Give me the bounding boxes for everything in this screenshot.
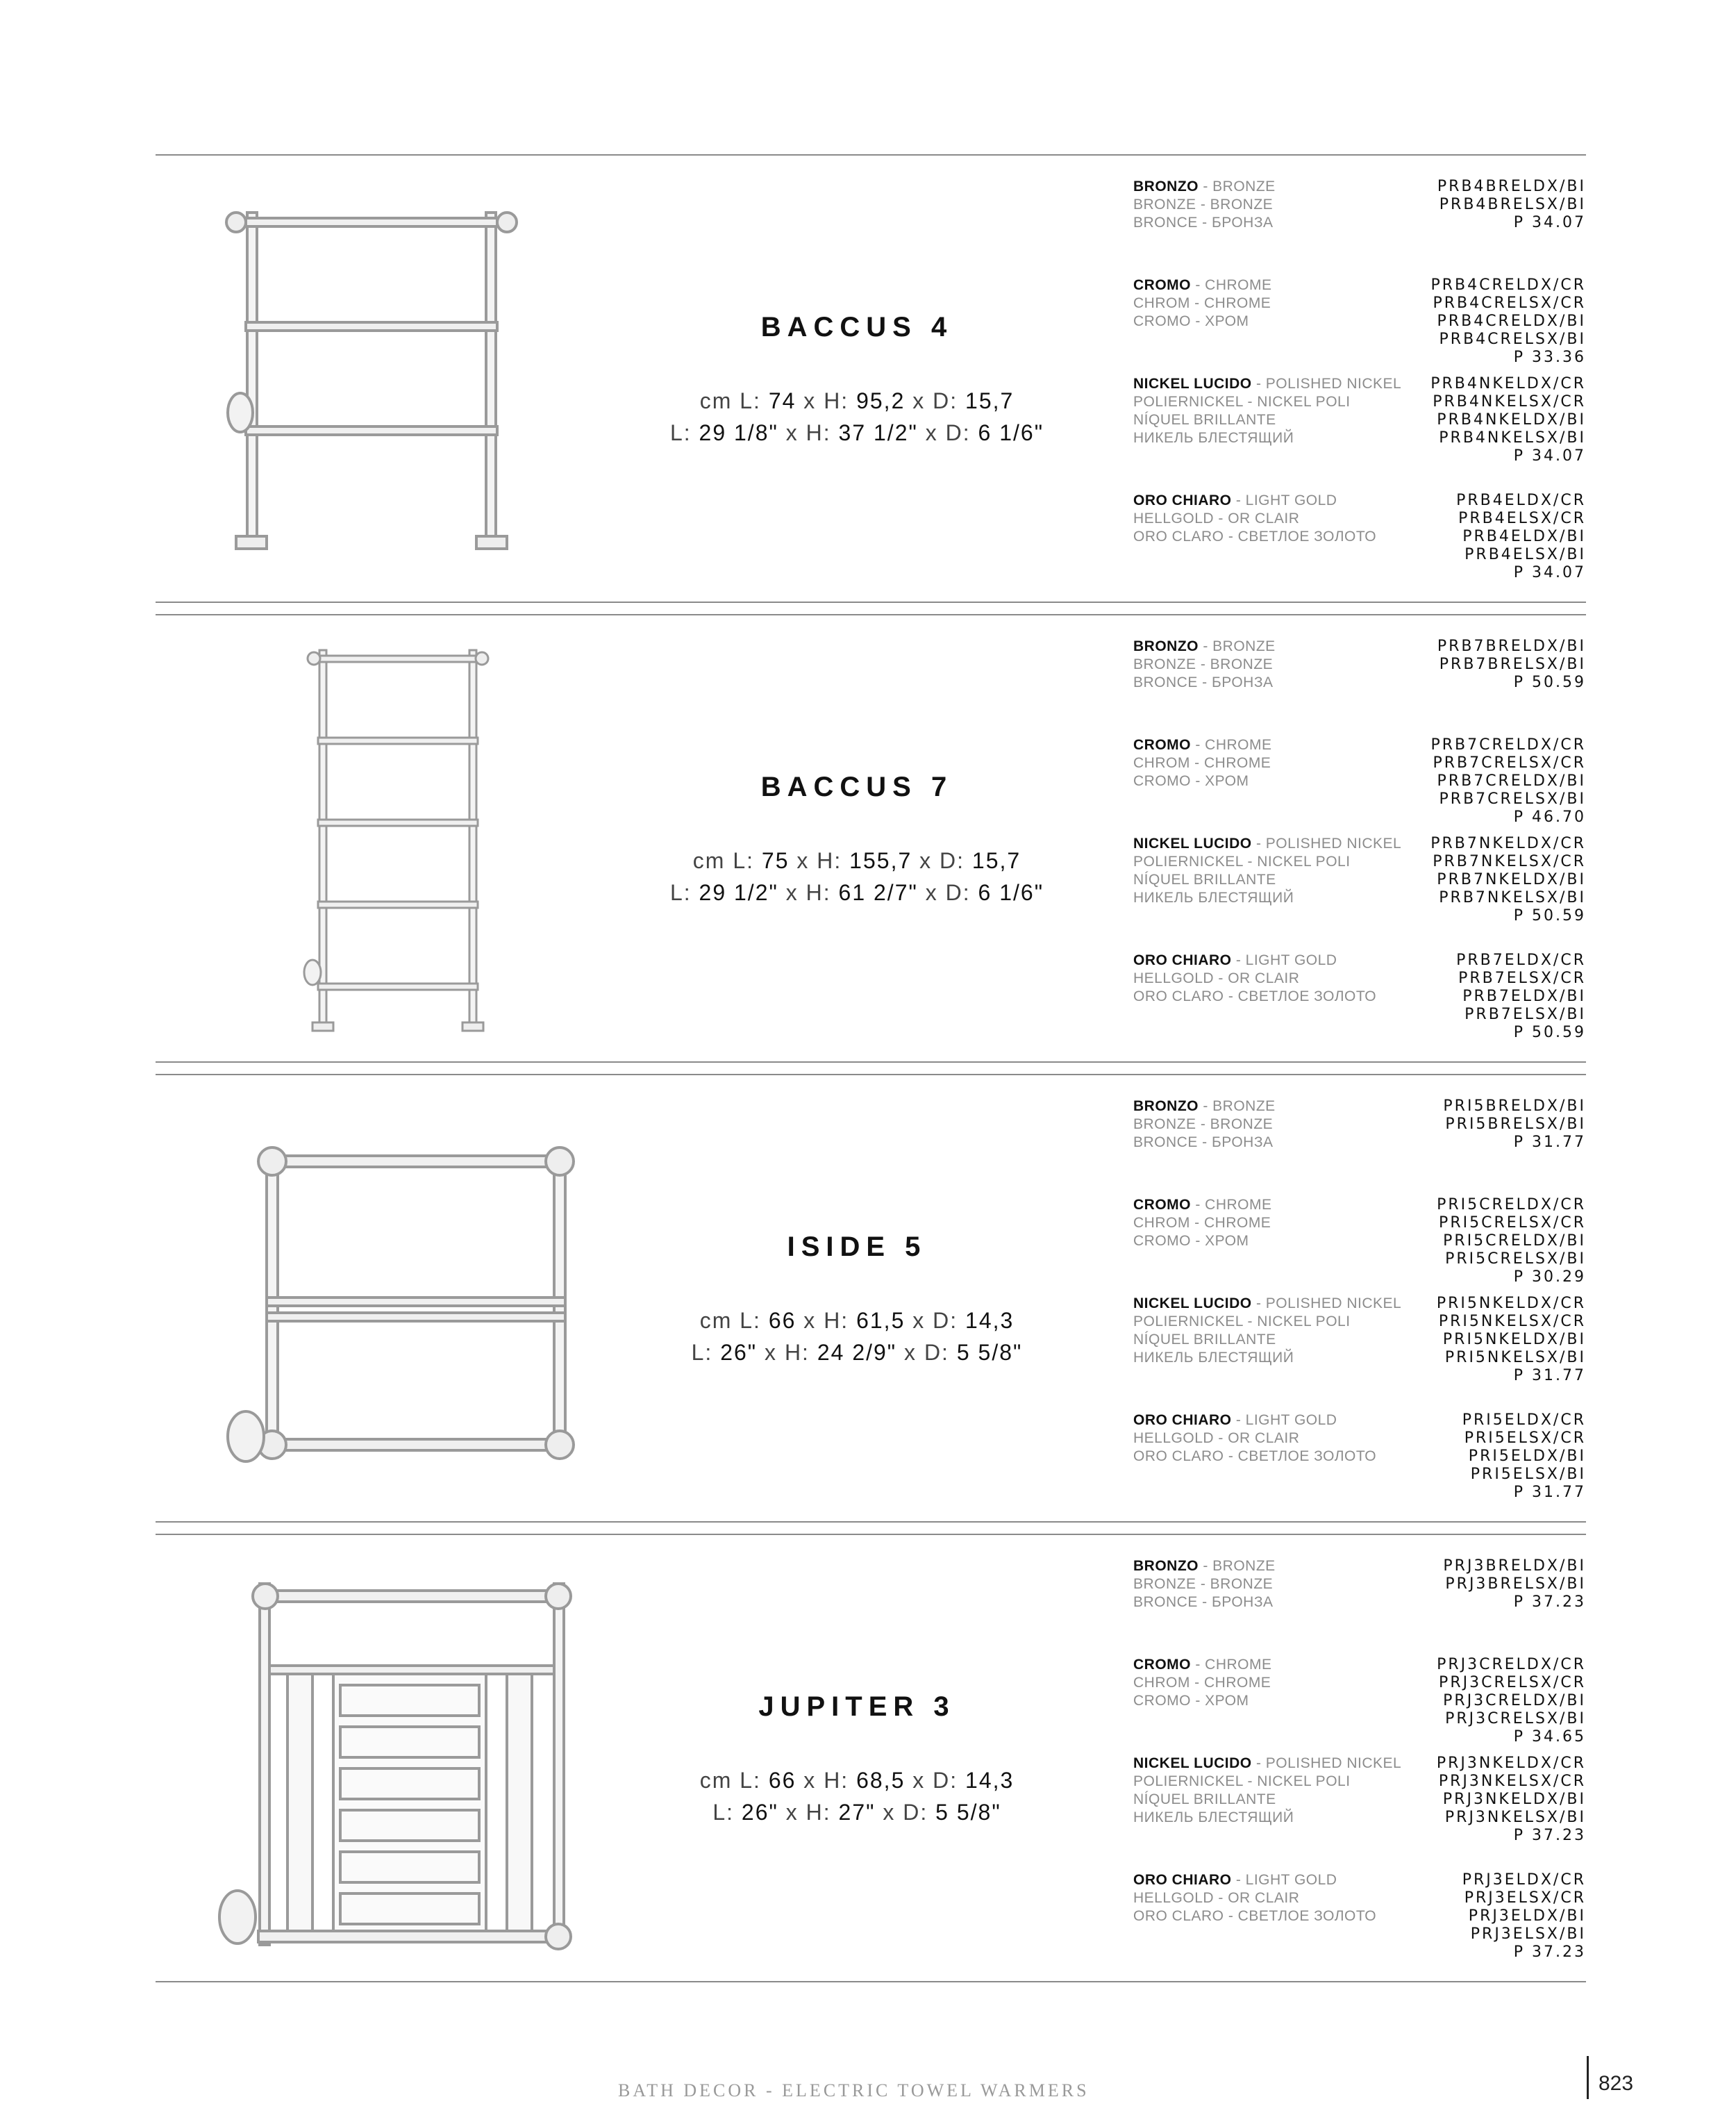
finish-translation: BRONZE - BRONZE — [1133, 656, 1274, 672]
finish-name: NICKEL LUCIDO — [1133, 376, 1252, 392]
product-jupiter-3 — [156, 1535, 1586, 1980]
product-code: PRB7NKELDX/BI — [1437, 871, 1586, 888]
dimensions-inch — [628, 417, 1086, 449]
dim-length: 29 1/8" — [699, 420, 778, 445]
finish-translation: ORO CLARO - СВЕТЛОЕ ЗОЛОТО — [1133, 1448, 1377, 1464]
divider — [156, 1061, 1586, 1063]
finish-name: BRONZO — [1133, 638, 1199, 654]
divider — [156, 1521, 1586, 1523]
product-codes — [1430, 835, 1586, 925]
product-code: PRI5CRELDX/CR — [1437, 1196, 1586, 1213]
finish-translation: BRONZE - BRONZE — [1133, 1116, 1274, 1132]
dim-label: x H: — [796, 848, 842, 873]
dim-label: x D: — [912, 388, 958, 413]
dimensions — [628, 1304, 1086, 1368]
finish-name-en: - CHROME — [1191, 737, 1272, 753]
product-name: BACCUS 7 — [760, 772, 953, 802]
dimensions-cm — [628, 385, 1086, 417]
product-code: PRI5NKELDX/BI — [1442, 1331, 1586, 1348]
dim-height: 61,5 — [856, 1308, 905, 1333]
product-code: PRB4NKELSX/CR — [1433, 393, 1586, 411]
finish-names — [1133, 1196, 1272, 1250]
product-code: PRJ3BRELDX/BI — [1443, 1557, 1586, 1575]
finish-translation: НИКЕЛЬ БЛЕСТЯЩИЙ — [1133, 430, 1294, 446]
finish-names — [1133, 736, 1272, 790]
product-codes — [1456, 952, 1586, 1042]
finish-translation: CHROM - CHROME — [1133, 755, 1271, 771]
finish-name-en: - BRONZE — [1199, 1098, 1276, 1114]
product-iside-5 — [156, 1075, 1586, 1520]
product-code: PRI5NKELSX/BI — [1444, 1349, 1586, 1366]
finish-name: ORO CHIARO — [1133, 1412, 1232, 1428]
finish-translation: NÍQUEL BRILLANTE — [1133, 872, 1276, 888]
dimensions-inch — [628, 877, 1086, 909]
dim-label: x D: — [883, 1800, 928, 1825]
dim-height: 27" — [838, 1800, 876, 1825]
dim-length: 26" — [741, 1800, 778, 1825]
product-codes — [1437, 1755, 1586, 1845]
dimensions-cm — [628, 1304, 1086, 1336]
finish-translation: POLIERNICKEL - NICKEL POLI — [1133, 394, 1351, 410]
product-baccus-7 — [156, 615, 1586, 1060]
finish-name: NICKEL LUCIDO — [1133, 1295, 1252, 1311]
product-codes — [1443, 1097, 1586, 1152]
dim-label: L: — [669, 420, 692, 445]
dim-label: L: — [669, 880, 692, 905]
product-codes — [1462, 1411, 1586, 1502]
finish-name: CROMO — [1133, 1657, 1191, 1673]
product-code: PRI5CRELDX/BI — [1443, 1232, 1586, 1250]
finish-translation: НИКЕЛЬ БЛЕСТЯЩИЙ — [1133, 1350, 1294, 1366]
product-code: PRB7BRELSX/BI — [1439, 656, 1586, 673]
product-image — [176, 169, 579, 586]
finish-name: NICKEL LUCIDO — [1133, 1755, 1252, 1771]
page-number: 823 — [1599, 2072, 1634, 2095]
product-code: PRJ3CRELDX/BI — [1443, 1692, 1586, 1709]
dim-label: cm L: — [692, 848, 755, 873]
dim-length: 74 — [768, 388, 796, 413]
dim-height: 68,5 — [856, 1768, 905, 1793]
dim-depth: 5 5/8" — [956, 1340, 1023, 1365]
finish-translation: NÍQUEL BRILLANTE — [1133, 1332, 1276, 1348]
finish-names — [1133, 1755, 1401, 1827]
product-code: PRJ3NKELDX/CR — [1436, 1755, 1586, 1772]
dim-label: cm L: — [699, 1308, 761, 1333]
product-code: PRI5BRELSX/BI — [1445, 1116, 1586, 1133]
dim-length: 26" — [720, 1340, 758, 1365]
dim-label: cm L: — [699, 1768, 761, 1793]
product-code: PRJ3BRELSX/BI — [1445, 1575, 1586, 1593]
product-code: PRJ3ELSX/BI — [1470, 1925, 1586, 1943]
price: P 50.59 — [1513, 907, 1586, 925]
dim-label: x H: — [803, 1768, 849, 1793]
dimensions-cm — [628, 1764, 1086, 1796]
product-code: PRI5NKELSX/CR — [1438, 1313, 1586, 1330]
dim-height: 95,2 — [856, 388, 905, 413]
dim-label: L: — [712, 1800, 734, 1825]
finish-translation: НИКЕЛЬ БЛЕСТЯЩИЙ — [1133, 1809, 1294, 1825]
finish-translation: POLIERNICKEL - NICKEL POLI — [1133, 854, 1351, 870]
finish-names — [1133, 835, 1401, 907]
finish-names — [1133, 1557, 1276, 1611]
dimensions-inch — [628, 1796, 1086, 1828]
dim-height: 24 2/9" — [817, 1340, 897, 1365]
product-codes — [1462, 1871, 1586, 1962]
price: P 37.23 — [1513, 1943, 1586, 1961]
product-code: PRB7NKELSX/CR — [1433, 853, 1586, 870]
finish-translation: HELLGOLD - OR CLAIR — [1133, 511, 1300, 527]
finish-translation: NÍQUEL BRILLANTE — [1133, 1791, 1276, 1807]
finish-names — [1133, 638, 1276, 692]
price: P 30.29 — [1513, 1268, 1586, 1286]
product-codes — [1437, 178, 1586, 232]
dim-height: 155,7 — [849, 848, 912, 873]
product-codes — [1430, 276, 1586, 367]
product-code: PRI5BRELDX/BI — [1443, 1097, 1586, 1115]
product-code: PRB4BRELDX/BI — [1437, 178, 1586, 195]
finish-name-en: - LIGHT GOLD — [1231, 952, 1337, 968]
dim-label: x D: — [919, 848, 965, 873]
finish-translation: BRONCE - БРОНЗА — [1133, 215, 1274, 231]
finish-name-en: - CHROME — [1191, 277, 1272, 293]
price: P 34.07 — [1513, 564, 1586, 581]
product-code: PRB4NKELSX/BI — [1439, 429, 1586, 447]
price: P 50.59 — [1513, 674, 1586, 691]
product-code: PRJ3NKELSX/BI — [1444, 1809, 1586, 1826]
dim-height: 61 2/7" — [838, 880, 918, 905]
product-code: PRJ3CRELSX/BI — [1445, 1710, 1586, 1727]
dim-label: cm L: — [699, 388, 761, 413]
product-code: PRJ3ELDX/BI — [1468, 1907, 1586, 1925]
dim-depth: 6 1/6" — [978, 880, 1044, 905]
towel-warmer-illustration — [176, 629, 579, 1046]
product-codes — [1437, 1656, 1586, 1746]
product-codes — [1443, 1557, 1586, 1611]
product-code: PRB4ELSX/CR — [1458, 510, 1586, 527]
finish-translation: НИКЕЛЬ БЛЕСТЯЩИЙ — [1133, 890, 1294, 906]
finish-name-en: - BRONZE — [1199, 179, 1276, 194]
dim-depth: 15,7 — [965, 388, 1015, 413]
finish-translation: CROMO - ХРОМ — [1133, 1233, 1249, 1249]
dim-length: 66 — [768, 1308, 796, 1333]
product-code: PRB7ELDX/CR — [1456, 952, 1586, 969]
product-code: PRB7NKELSX/BI — [1439, 889, 1586, 906]
dimensions — [628, 845, 1086, 909]
product-image — [176, 1549, 579, 1966]
finish-name-en: - POLISHED NICKEL — [1251, 1295, 1402, 1311]
product-name: BACCUS 4 — [760, 312, 953, 342]
dimensions-cm — [628, 845, 1086, 877]
price: P 37.23 — [1513, 1593, 1586, 1611]
price: P 31.77 — [1513, 1484, 1586, 1501]
product-code: PRB7ELSX/BI — [1464, 1006, 1586, 1023]
dim-label: x H: — [803, 1308, 849, 1333]
product-code: PRB7CRELDX/BI — [1437, 772, 1586, 790]
price: P 34.07 — [1513, 447, 1586, 465]
finish-name-en: - LIGHT GOLD — [1231, 1872, 1337, 1888]
finish-translation: CHROM - CHROME — [1133, 1675, 1271, 1691]
finish-names — [1133, 1295, 1401, 1367]
dim-height: 37 1/2" — [838, 420, 918, 445]
product-codes — [1430, 736, 1586, 827]
finish-translation: BRONZE - BRONZE — [1133, 197, 1274, 213]
finish-translation: POLIERNICKEL - NICKEL POLI — [1133, 1313, 1351, 1329]
dim-label: L: — [691, 1340, 713, 1365]
finish-name: CROMO — [1133, 737, 1191, 753]
price: P 50.59 — [1513, 1024, 1586, 1041]
price: P 31.77 — [1513, 1367, 1586, 1384]
divider — [156, 602, 1586, 603]
product-code: PRB7CRELSX/CR — [1433, 754, 1586, 772]
dim-depth: 6 1/6" — [978, 420, 1044, 445]
finish-name: ORO CHIARO — [1133, 952, 1232, 968]
product-code: PRB4CRELDX/BI — [1437, 313, 1586, 330]
product-code: PRJ3CRELDX/CR — [1437, 1656, 1586, 1673]
product-baccus-4 — [156, 156, 1586, 600]
finish-name-en: - POLISHED NICKEL — [1251, 836, 1402, 852]
finish-names — [1133, 1656, 1272, 1710]
finish-names — [1133, 1097, 1276, 1152]
product-code: PRB4CRELSX/CR — [1433, 295, 1586, 312]
product-code: PRI5ELSX/BI — [1470, 1466, 1586, 1483]
dim-depth: 5 5/8" — [935, 1800, 1001, 1825]
dim-label: x D: — [904, 1340, 949, 1365]
finish-translation: CHROM - CHROME — [1133, 1215, 1271, 1231]
finish-names — [1133, 1871, 1376, 1925]
product-code: PRB7CRELDX/CR — [1430, 736, 1586, 754]
product-code: PRB4BRELSX/BI — [1439, 196, 1586, 213]
price: P 31.77 — [1513, 1134, 1586, 1151]
dim-label: x D: — [912, 1768, 958, 1793]
product-code: PRB4ELDX/BI — [1462, 528, 1586, 545]
product-code: PRI5ELSX/CR — [1464, 1429, 1586, 1447]
finish-names — [1133, 1411, 1376, 1466]
product-code: PRB7ELDX/BI — [1462, 988, 1586, 1005]
product-code: PRJ3ELSX/CR — [1464, 1889, 1586, 1907]
finish-translation: POLIERNICKEL - NICKEL POLI — [1133, 1773, 1351, 1789]
finish-translation: CROMO - ХРОМ — [1133, 1693, 1249, 1709]
product-code: PRJ3CRELSX/CR — [1439, 1674, 1586, 1691]
finish-name-en: - POLISHED NICKEL — [1251, 376, 1402, 392]
dim-label: x D: — [925, 880, 971, 905]
product-code: PRI5NKELDX/CR — [1436, 1295, 1586, 1312]
dim-length: 75 — [761, 848, 790, 873]
product-code: PRB4NKELDX/CR — [1430, 375, 1586, 392]
finish-names — [1133, 276, 1272, 331]
finish-translation: BRONZE - BRONZE — [1133, 1576, 1274, 1592]
product-codes — [1437, 1196, 1586, 1286]
dimensions — [628, 1764, 1086, 1828]
finish-translation: NÍQUEL BRILLANTE — [1133, 412, 1276, 428]
finish-name-en: - LIGHT GOLD — [1231, 1412, 1337, 1428]
towel-warmer-illustration — [176, 1549, 579, 1966]
finish-translation: HELLGOLD - OR CLAIR — [1133, 1430, 1300, 1446]
finish-name-en: - CHROME — [1191, 1197, 1272, 1213]
finish-name: NICKEL LUCIDO — [1133, 836, 1252, 852]
product-image — [176, 1089, 579, 1506]
product-codes — [1437, 638, 1586, 692]
product-code: PRB4CRELDX/CR — [1430, 276, 1586, 294]
dim-length: 66 — [768, 1768, 796, 1793]
finish-translation: CROMO - ХРОМ — [1133, 313, 1249, 329]
product-code: PRB4ELDX/CR — [1456, 492, 1586, 509]
finish-name: BRONZO — [1133, 1098, 1199, 1114]
product-code: PRB7BRELDX/BI — [1437, 638, 1586, 655]
dim-label: x H: — [803, 388, 849, 413]
product-code: PRI5ELDX/CR — [1462, 1411, 1586, 1429]
product-code: PRB7ELSX/CR — [1458, 970, 1586, 987]
product-codes — [1456, 492, 1586, 582]
finish-translation: BRONCE - БРОНЗА — [1133, 674, 1274, 690]
finish-name-en: - BRONZE — [1199, 1558, 1276, 1574]
price: P 34.65 — [1513, 1728, 1586, 1746]
finish-name: ORO CHIARO — [1133, 1872, 1232, 1888]
product-codes — [1437, 1295, 1586, 1385]
finish-translation: ORO CLARO - СВЕТЛОЕ ЗОЛОТО — [1133, 988, 1377, 1004]
divider — [156, 1981, 1586, 1982]
dimensions — [628, 385, 1086, 449]
dim-depth: 15,7 — [971, 848, 1021, 873]
product-code: PRI5CRELSX/CR — [1439, 1214, 1586, 1232]
dim-label: x D: — [925, 420, 971, 445]
product-code: PRB4NKELDX/BI — [1437, 411, 1586, 429]
price: P 34.07 — [1513, 214, 1586, 231]
finish-name-en: - BRONZE — [1199, 638, 1276, 654]
product-code: PRJ3NKELSX/CR — [1438, 1773, 1586, 1790]
price: P 33.36 — [1513, 349, 1586, 366]
product-code: PRJ3ELDX/CR — [1462, 1871, 1586, 1889]
dim-label: x H: — [785, 880, 831, 905]
product-code: PRB4CRELSX/BI — [1439, 331, 1586, 348]
finish-names — [1133, 952, 1376, 1006]
dim-depth: 14,3 — [965, 1768, 1015, 1793]
finish-name: BRONZO — [1133, 1558, 1199, 1574]
finish-translation: HELLGOLD - OR CLAIR — [1133, 970, 1300, 986]
finish-name-en: - LIGHT GOLD — [1231, 492, 1337, 508]
finish-names — [1133, 492, 1376, 546]
finish-names — [1133, 178, 1276, 232]
dim-depth: 14,3 — [965, 1308, 1015, 1333]
finish-name: CROMO — [1133, 277, 1191, 293]
dimensions-inch — [628, 1336, 1086, 1368]
finish-name: BRONZO — [1133, 179, 1199, 194]
product-name: ISIDE 5 — [787, 1232, 927, 1262]
product-code: PRI5ELDX/BI — [1468, 1448, 1586, 1465]
product-code: PRB7NKELDX/CR — [1430, 835, 1586, 852]
price: P 46.70 — [1513, 809, 1586, 826]
finish-translation: CROMO - ХРОМ — [1133, 773, 1249, 789]
product-code: PRI5CRELSX/BI — [1445, 1250, 1586, 1268]
towel-warmer-illustration — [176, 1089, 579, 1506]
finish-name-en: - CHROME — [1191, 1657, 1272, 1673]
price: P 37.23 — [1513, 1827, 1586, 1844]
finish-translation: CHROM - CHROME — [1133, 295, 1271, 311]
product-code: PRJ3NKELDX/BI — [1442, 1791, 1586, 1808]
footer-divider — [1587, 2056, 1589, 2099]
dim-label: x D: — [912, 1308, 958, 1333]
dim-label: x H: — [785, 420, 831, 445]
finish-names — [1133, 375, 1401, 447]
product-codes — [1430, 375, 1586, 465]
dim-label: x H: — [765, 1340, 810, 1365]
dim-label: x H: — [785, 1800, 831, 1825]
finish-name: ORO CHIARO — [1133, 492, 1232, 508]
product-code: PRB7CRELSX/BI — [1439, 790, 1586, 808]
footer-section-title: BATH DECOR - ELECTRIC TOWEL WARMERS — [618, 2080, 1090, 2100]
product-name: JUPITER 3 — [758, 1691, 955, 1722]
finish-translation: BRONCE - БРОНЗА — [1133, 1594, 1274, 1610]
finish-translation: BRONCE - БРОНЗА — [1133, 1134, 1274, 1150]
dim-length: 29 1/2" — [699, 880, 778, 905]
finish-name: CROMO — [1133, 1197, 1191, 1213]
product-image — [176, 629, 579, 1046]
finish-name-en: - POLISHED NICKEL — [1251, 1755, 1402, 1771]
towel-warmer-illustration — [176, 169, 579, 586]
finish-translation: ORO CLARO - СВЕТЛОЕ ЗОЛОТО — [1133, 529, 1377, 545]
finish-translation: ORO CLARO - СВЕТЛОЕ ЗОЛОТО — [1133, 1908, 1377, 1924]
finish-translation: HELLGOLD - OR CLAIR — [1133, 1890, 1300, 1906]
product-code: PRB4ELSX/BI — [1464, 546, 1586, 563]
